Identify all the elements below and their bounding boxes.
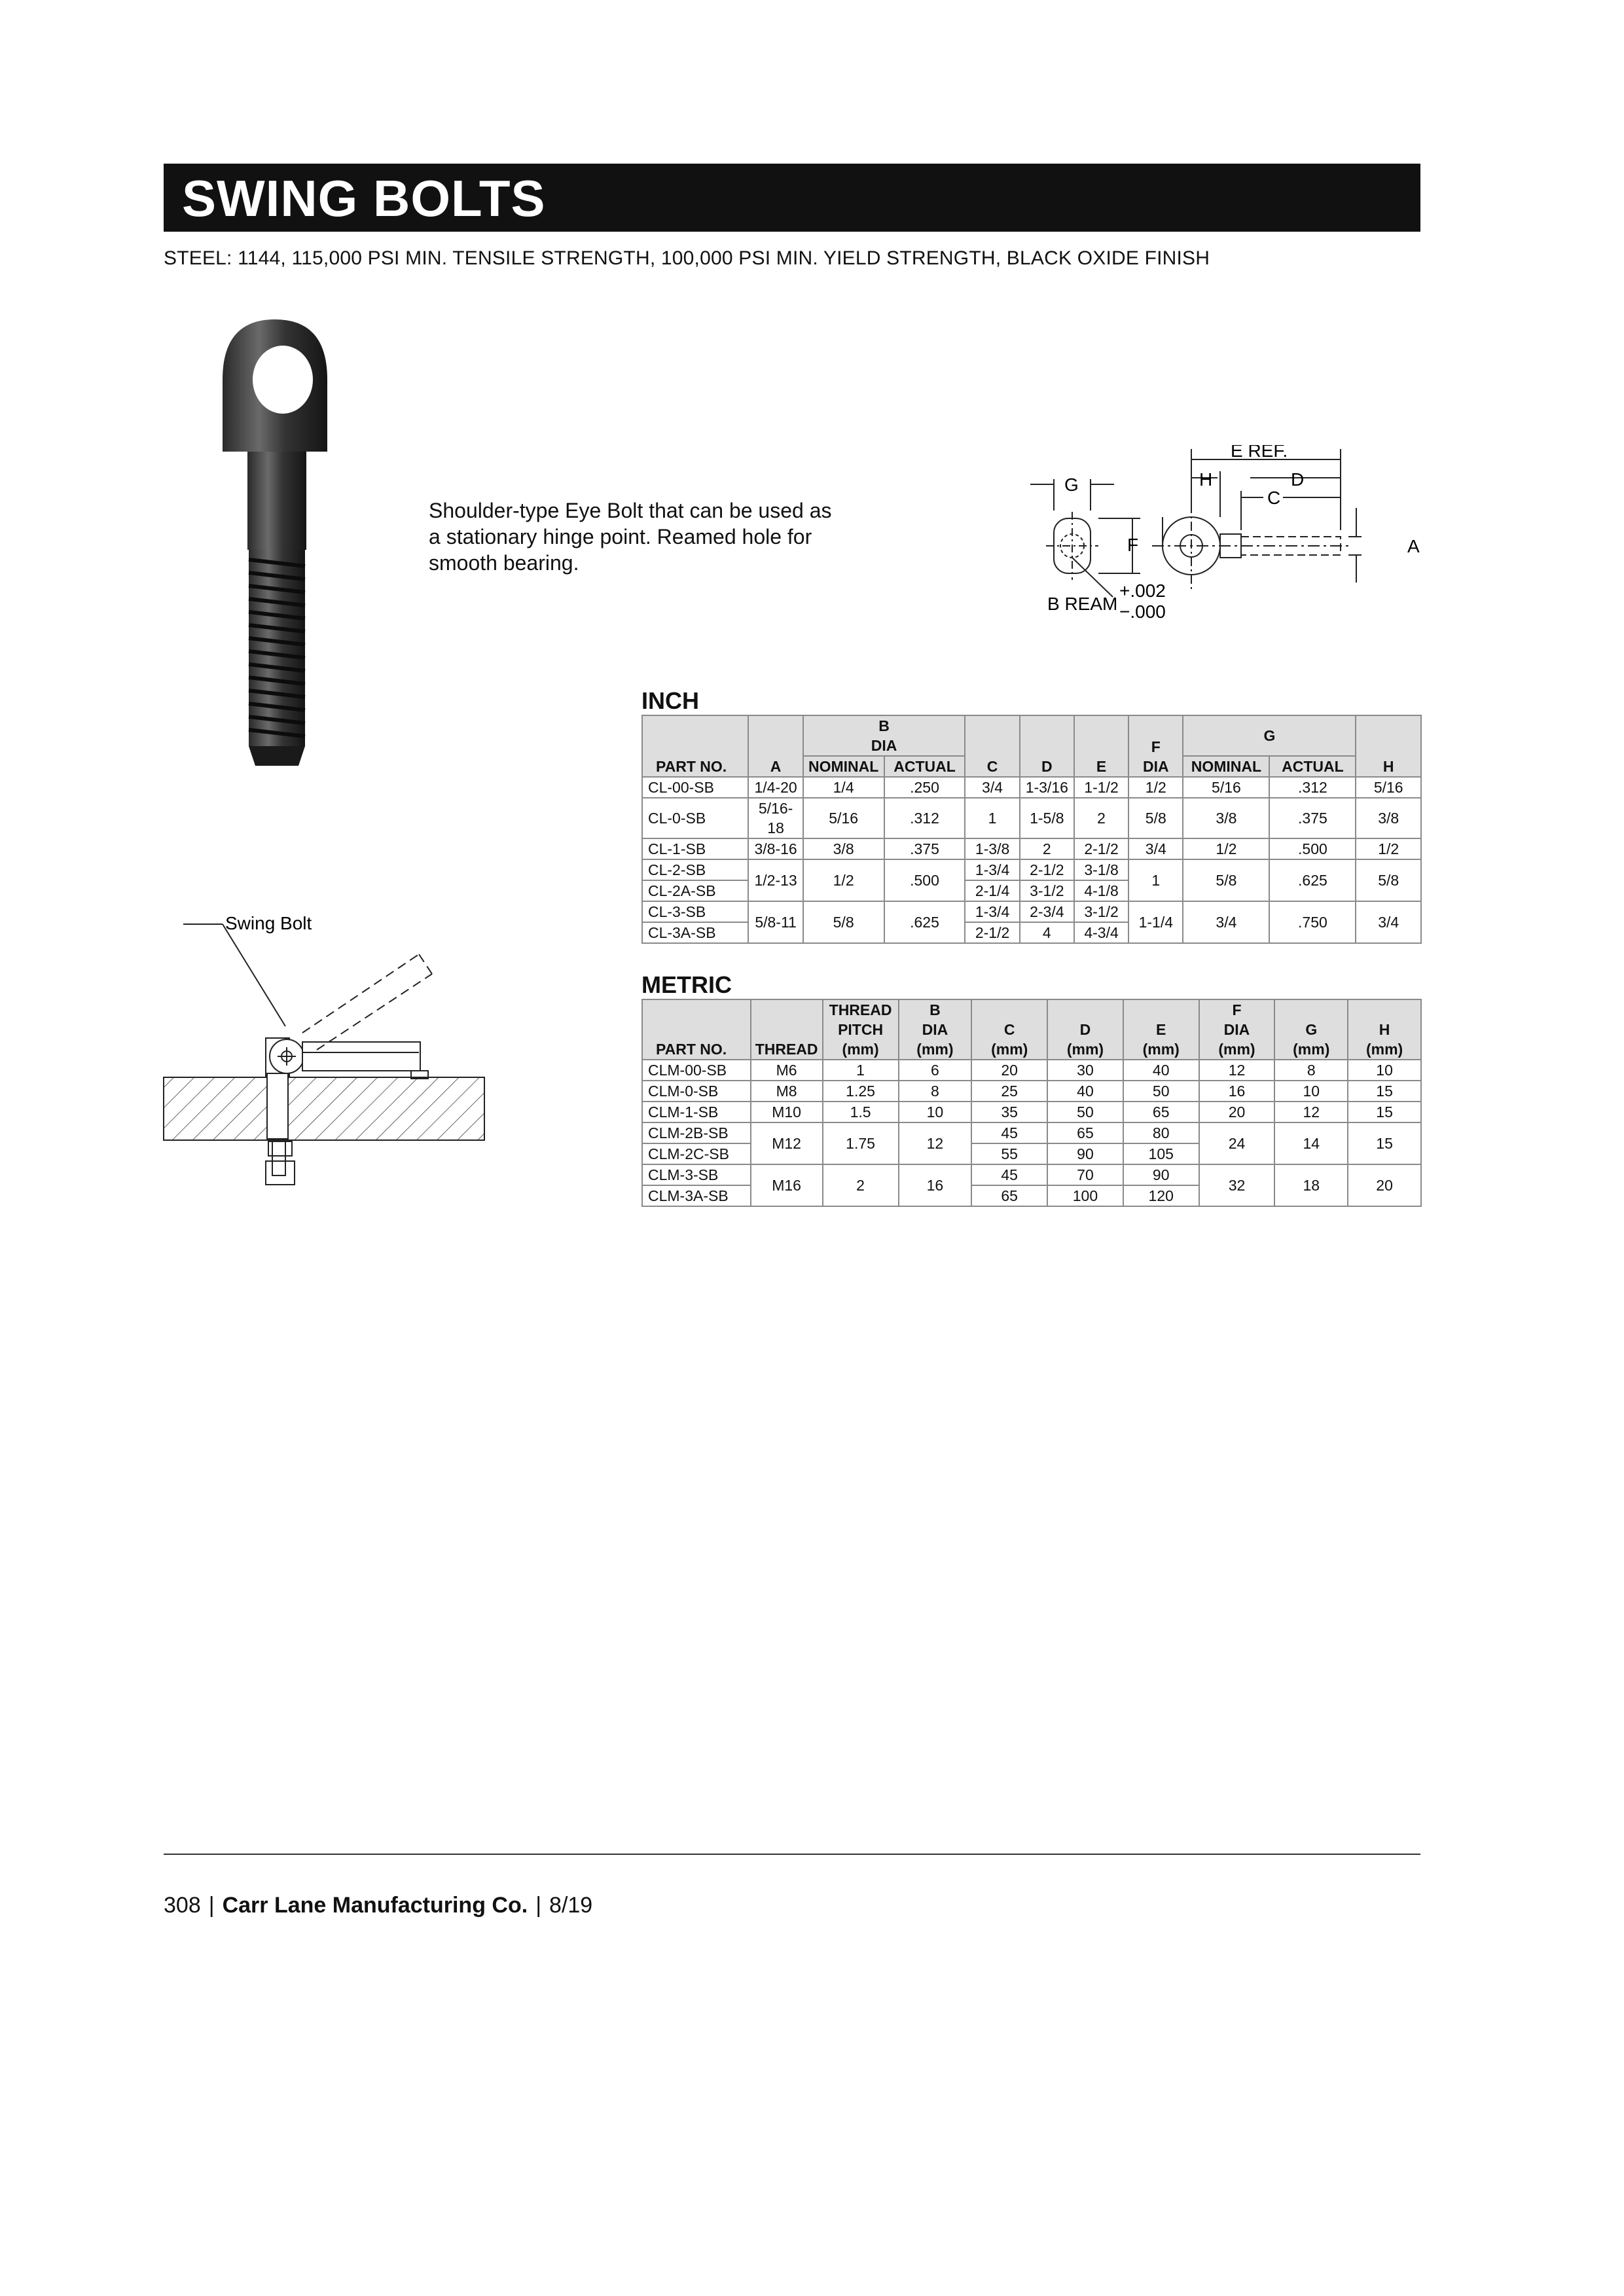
table-row	[642, 798, 1421, 838]
inch-header-h: H	[1356, 715, 1421, 777]
inch-header-g-nominal: NOMINAL	[1183, 756, 1269, 777]
table-cell: 3/8	[1183, 798, 1269, 838]
inch-header-b-actual: ACTUAL	[884, 756, 965, 777]
table-row	[642, 901, 1421, 922]
metric-header-c-2: (mm)	[991, 1041, 1028, 1058]
part-no-cell: CLM-3A-SB	[642, 1185, 751, 1206]
table-cell: 14	[1274, 1122, 1348, 1164]
table-cell: 3/4	[1356, 901, 1421, 943]
dim-label-a: A	[1407, 536, 1420, 556]
metric-header-pitch-2: PITCH	[838, 1021, 884, 1038]
metric-header-f-2: DIA	[1223, 1021, 1250, 1038]
metric-header-e-group	[1123, 999, 1199, 1060]
table-row	[642, 1122, 1421, 1143]
table-cell: 15	[1348, 1102, 1421, 1122]
metric-header-h-2: (mm)	[1365, 1041, 1403, 1058]
table-cell: 20	[1199, 1102, 1275, 1122]
part-no-cell: CL-3-SB	[642, 901, 748, 922]
dim-label-b-ream: B REAM	[1047, 594, 1118, 614]
table-cell: 70	[1047, 1164, 1123, 1185]
metric-section-title: METRIC	[641, 971, 732, 998]
table-cell: 1/4-20	[748, 777, 803, 798]
inch-table	[641, 715, 1422, 944]
table-cell: 5/16-18	[748, 798, 803, 838]
table-cell: 1-3/16	[1020, 777, 1074, 798]
metric-header-d-group	[1047, 999, 1123, 1060]
table-cell: 12	[899, 1122, 972, 1164]
table-cell: 12	[1199, 1060, 1275, 1081]
table-cell: 10	[899, 1102, 972, 1122]
part-no-cell: CL-1-SB	[642, 838, 748, 859]
table-cell: 120	[1123, 1185, 1199, 1206]
table-cell: .312	[884, 798, 965, 838]
metric-table	[641, 999, 1422, 1207]
table-cell: 2-3/4	[1020, 901, 1074, 922]
catalog-date: 8/19	[549, 1893, 593, 1918]
table-row	[642, 1164, 1421, 1185]
table-cell: 15	[1348, 1081, 1421, 1102]
table-cell: 3/4	[1183, 901, 1269, 943]
table-cell: 8	[899, 1081, 972, 1102]
table-cell: 5/8	[1128, 798, 1183, 838]
table-cell: 5/8-11	[748, 901, 803, 943]
table-cell: 20	[971, 1060, 1047, 1081]
table-cell: 3/8-16	[748, 838, 803, 859]
table-row	[642, 1081, 1421, 1102]
table-cell: 1-3/4	[965, 901, 1019, 922]
dim-label-c: C	[1267, 488, 1281, 508]
table-cell: 1	[823, 1060, 899, 1081]
metric-header-b-2: DIA	[922, 1021, 948, 1038]
table-cell: M6	[751, 1060, 823, 1081]
table-cell: .250	[884, 777, 965, 798]
inch-header-b-group	[803, 715, 965, 756]
table-cell: 5/16	[1356, 777, 1421, 798]
table-cell: 2	[1020, 838, 1074, 859]
table-cell: 65	[1123, 1102, 1199, 1122]
table-cell: 25	[971, 1081, 1047, 1102]
page-title: SWING BOLTS	[182, 170, 546, 227]
part-no-cell: CLM-2C-SB	[642, 1143, 751, 1164]
metric-header-g-2: (mm)	[1293, 1041, 1330, 1058]
material-spec: STEEL: 1144, 115,000 PSI MIN. TENSILE STRENGTH, 100,000 PSI MIN. YIELD STRENGTH, BLACK OXIDE FINISH	[164, 247, 1210, 269]
metric-header-c-1: C	[1003, 1021, 1015, 1038]
table-row	[642, 838, 1421, 859]
table-cell: 18	[1274, 1164, 1348, 1206]
table-cell: M8	[751, 1081, 823, 1102]
table-cell: 1-3/8	[965, 838, 1019, 859]
part-no-cell: CL-2-SB	[642, 859, 748, 880]
table-cell: 1-5/8	[1020, 798, 1074, 838]
company-name: Carr Lane Manufacturing Co.	[222, 1893, 528, 1918]
page-number: 308	[164, 1893, 201, 1918]
table-cell: 1/2	[1356, 838, 1421, 859]
table-cell: 105	[1123, 1143, 1199, 1164]
table-cell: 4-1/8	[1074, 880, 1128, 901]
table-cell: 1	[965, 798, 1019, 838]
table-cell: 32	[1199, 1164, 1275, 1206]
table-cell: 5/8	[803, 901, 884, 943]
table-cell: M10	[751, 1102, 823, 1122]
part-no-cell: CL-2A-SB	[642, 880, 748, 901]
dim-label-e-ref: E REF.	[1231, 445, 1288, 461]
metric-header-part-no: PART NO.	[642, 999, 751, 1060]
metric-header-f-3: (mm)	[1218, 1041, 1255, 1058]
table-cell: 30	[1047, 1060, 1123, 1081]
table-cell: 2	[823, 1164, 899, 1206]
dim-label-h: H	[1199, 469, 1213, 490]
table-cell: 16	[899, 1164, 972, 1206]
metric-header-g-group	[1274, 999, 1348, 1060]
table-cell: 1-3/4	[965, 859, 1019, 880]
table-cell: 90	[1123, 1164, 1199, 1185]
table-cell: .375	[1269, 798, 1356, 838]
table-cell: 1/2	[1128, 777, 1183, 798]
table-cell: 80	[1123, 1122, 1199, 1143]
table-row	[642, 1060, 1421, 1081]
table-cell: 12	[1274, 1102, 1348, 1122]
table-cell: 1.5	[823, 1102, 899, 1122]
metric-header-f-1: F	[1232, 1001, 1242, 1018]
inch-header-c: C	[965, 715, 1019, 777]
part-no-cell: CL-3A-SB	[642, 922, 748, 943]
table-cell: 8	[1274, 1060, 1348, 1081]
table-cell: 6	[899, 1060, 972, 1081]
part-no-cell: CL-0-SB	[642, 798, 748, 838]
dim-label-tol-plus: +.002	[1119, 581, 1166, 601]
table-cell: 100	[1047, 1185, 1123, 1206]
part-no-cell: CLM-00-SB	[642, 1060, 751, 1081]
table-cell: 4-3/4	[1074, 922, 1128, 943]
inch-header-e: E	[1074, 715, 1128, 777]
inch-header-g: G	[1183, 715, 1356, 756]
metric-header-h-group	[1348, 999, 1421, 1060]
table-cell: 40	[1047, 1081, 1123, 1102]
table-cell: 50	[1123, 1081, 1199, 1102]
inch-section-title: INCH	[641, 687, 699, 714]
table-cell: .625	[884, 901, 965, 943]
metric-header-g-1: G	[1305, 1021, 1318, 1038]
table-cell: 1/2-13	[748, 859, 803, 901]
table-cell: 2-1/2	[1020, 859, 1074, 880]
table-cell: 1-1/2	[1074, 777, 1128, 798]
metric-header-c-group	[971, 999, 1047, 1060]
table-cell: 1	[1128, 859, 1183, 901]
inch-header-d: D	[1020, 715, 1074, 777]
footer-separator: |	[208, 1893, 215, 1918]
metric-header-thread: THREAD	[751, 999, 823, 1060]
footer	[164, 1893, 592, 1918]
table-cell: 1/4	[803, 777, 884, 798]
table-cell: 2-1/2	[1074, 838, 1128, 859]
table-cell: .312	[1269, 777, 1356, 798]
table-row	[642, 859, 1421, 880]
table-cell: 90	[1047, 1143, 1123, 1164]
inch-header-f-group	[1128, 715, 1183, 777]
dim-label-tol-minus: −.000	[1119, 601, 1166, 622]
table-cell: 3/8	[803, 838, 884, 859]
table-cell: .500	[884, 859, 965, 901]
swing-bolt-callout: Swing Bolt	[225, 913, 312, 933]
table-cell: 5/16	[1183, 777, 1269, 798]
table-cell: 5/8	[1356, 859, 1421, 901]
table-cell: 2-1/2	[965, 922, 1019, 943]
part-no-cell: CLM-3-SB	[642, 1164, 751, 1185]
inch-header-f: F	[1151, 738, 1161, 755]
table-cell: 45	[971, 1164, 1047, 1185]
metric-header-e-2: (mm)	[1142, 1041, 1180, 1058]
table-cell: 10	[1274, 1081, 1348, 1102]
inch-header-f-dia: DIA	[1142, 758, 1169, 775]
dimension-diagram	[1021, 445, 1427, 628]
metric-header-f-group	[1199, 999, 1275, 1060]
metric-header-pitch-3: (mm)	[842, 1041, 879, 1058]
part-no-cell: CL-00-SB	[642, 777, 748, 798]
metric-header-pitch-1: THREAD	[829, 1001, 892, 1018]
table-cell: 3-1/2	[1020, 880, 1074, 901]
inch-header-g-actual: ACTUAL	[1269, 756, 1356, 777]
footer-separator: |	[535, 1893, 542, 1918]
part-no-cell: CLM-0-SB	[642, 1081, 751, 1102]
table-cell: 20	[1348, 1164, 1421, 1206]
metric-header-b-group	[899, 999, 972, 1060]
table-cell: 10	[1348, 1060, 1421, 1081]
table-cell: 3/4	[965, 777, 1019, 798]
table-cell: M12	[751, 1122, 823, 1164]
table-cell: 1/2	[803, 859, 884, 901]
table-cell: 5/8	[1183, 859, 1269, 901]
metric-header-pitch-group	[823, 999, 899, 1060]
table-row	[642, 777, 1421, 798]
table-cell: .500	[1269, 838, 1356, 859]
inch-header-part-no: PART NO.	[642, 715, 748, 777]
table-cell: 1.25	[823, 1081, 899, 1102]
table-row	[642, 1102, 1421, 1122]
inch-header-a: A	[748, 715, 803, 777]
dim-label-f: F	[1127, 535, 1139, 555]
table-cell: 15	[1348, 1122, 1421, 1164]
table-cell: 1/2	[1183, 838, 1269, 859]
table-cell: 2	[1074, 798, 1128, 838]
table-cell: 1.75	[823, 1122, 899, 1164]
footer-rule	[164, 1854, 1420, 1855]
table-cell: 35	[971, 1102, 1047, 1122]
inch-header-b-nominal: NOMINAL	[803, 756, 884, 777]
title-bar	[164, 164, 1420, 232]
metric-header-h-1: H	[1379, 1021, 1390, 1038]
table-cell: 5/16	[803, 798, 884, 838]
table-cell: 1-1/4	[1128, 901, 1183, 943]
metric-header-e-1: E	[1156, 1021, 1166, 1038]
table-cell: 65	[1047, 1122, 1123, 1143]
table-cell: 3-1/8	[1074, 859, 1128, 880]
application-diagram	[157, 890, 497, 1198]
table-cell: 45	[971, 1122, 1047, 1143]
table-cell: 3/8	[1356, 798, 1421, 838]
table-cell: 3/4	[1128, 838, 1183, 859]
table-cell: 16	[1199, 1081, 1275, 1102]
table-cell: 65	[971, 1185, 1047, 1206]
metric-header-d-2: (mm)	[1066, 1041, 1104, 1058]
dim-label-g: G	[1064, 475, 1079, 495]
metric-header-b-3: (mm)	[916, 1041, 954, 1058]
swing-bolt-photo	[196, 308, 353, 779]
inch-header-b-dia: DIA	[871, 737, 897, 754]
table-cell: 3-1/2	[1074, 901, 1128, 922]
table-cell: 55	[971, 1143, 1047, 1164]
table-cell: 2-1/4	[965, 880, 1019, 901]
table-cell: 4	[1020, 922, 1074, 943]
inch-header-b: B	[878, 717, 890, 734]
table-cell: .750	[1269, 901, 1356, 943]
metric-header-b-1: B	[929, 1001, 941, 1018]
table-cell: 50	[1047, 1102, 1123, 1122]
table-cell: .625	[1269, 859, 1356, 901]
part-no-cell: CLM-2B-SB	[642, 1122, 751, 1143]
dim-label-d: D	[1291, 469, 1305, 490]
table-cell: M16	[751, 1164, 823, 1206]
table-cell: 40	[1123, 1060, 1199, 1081]
product-description: Shoulder-type Eye Bolt that can be used as a stationary hinge point. Reamed hole for smooth bearing.	[429, 499, 832, 575]
metric-header-d-1: D	[1079, 1021, 1091, 1038]
table-cell: .375	[884, 838, 965, 859]
table-cell: 24	[1199, 1122, 1275, 1164]
part-no-cell: CLM-1-SB	[642, 1102, 751, 1122]
